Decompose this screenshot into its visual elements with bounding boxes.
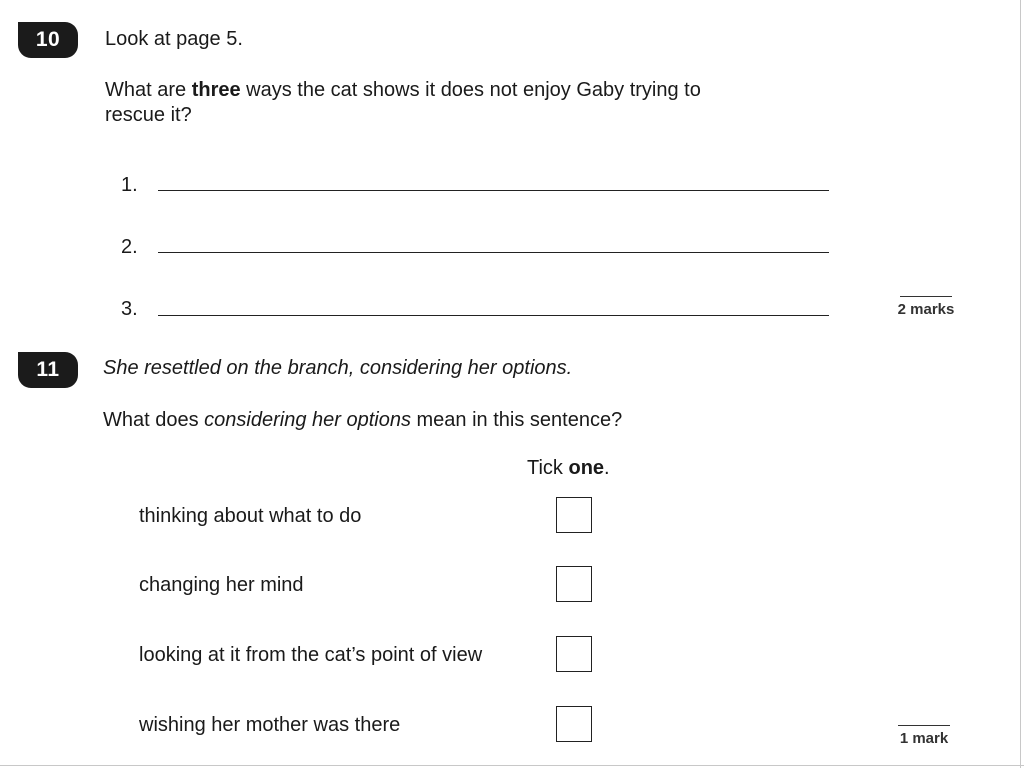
prompt-text: ways the cat shows it does not enjoy Gaby trying to <box>240 79 701 101</box>
answer-line-2[interactable] <box>158 252 829 253</box>
tick-instruction <box>527 456 610 481</box>
question-quote: She resettled on the branch, considering her options. <box>103 357 573 379</box>
marks-label: 1 mark <box>899 730 949 747</box>
option-label: changing her mind <box>139 574 304 596</box>
option-label: wishing her mother was there <box>139 714 401 736</box>
tick-box-option-1[interactable] <box>556 497 592 533</box>
answer-line-3[interactable] <box>158 315 829 316</box>
question-number: 10 <box>35 28 61 51</box>
tick-box-option-3[interactable] <box>556 636 592 672</box>
tick-box-option-4[interactable] <box>556 706 592 742</box>
page-edge <box>0 765 1024 766</box>
question-number-badge <box>18 352 78 388</box>
question-instruction: Look at page 5. <box>105 28 243 50</box>
marks-indicator <box>892 296 960 318</box>
option-label: thinking about what to do <box>139 505 362 527</box>
question-prompt-continued: rescue it? <box>105 104 192 126</box>
tick-text: Tick <box>527 457 569 479</box>
question-prompt <box>105 78 701 103</box>
prompt-text: mean in this sentence? <box>410 409 623 431</box>
answer-number-3: 3. <box>121 298 138 320</box>
question-number-badge <box>18 22 78 58</box>
option-label: looking at it from the cat’s point of view <box>139 644 483 666</box>
page-edge <box>1020 0 1021 768</box>
tick-box-option-2[interactable] <box>556 566 592 602</box>
answer-line-1[interactable] <box>158 190 829 191</box>
marks-label: 2 marks <box>897 301 955 318</box>
marks-indicator <box>890 725 958 747</box>
prompt-emphasis: three <box>191 79 241 101</box>
tick-emphasis: one <box>568 457 605 479</box>
question-number: 11 <box>36 358 60 381</box>
answer-number-1: 1. <box>121 174 138 196</box>
tick-text: . <box>604 457 610 479</box>
question-prompt <box>103 408 622 433</box>
prompt-text: What does <box>103 409 205 431</box>
prompt-italic: considering her options <box>204 409 411 431</box>
prompt-text: What are <box>105 79 192 101</box>
answer-number-2: 2. <box>121 236 138 258</box>
